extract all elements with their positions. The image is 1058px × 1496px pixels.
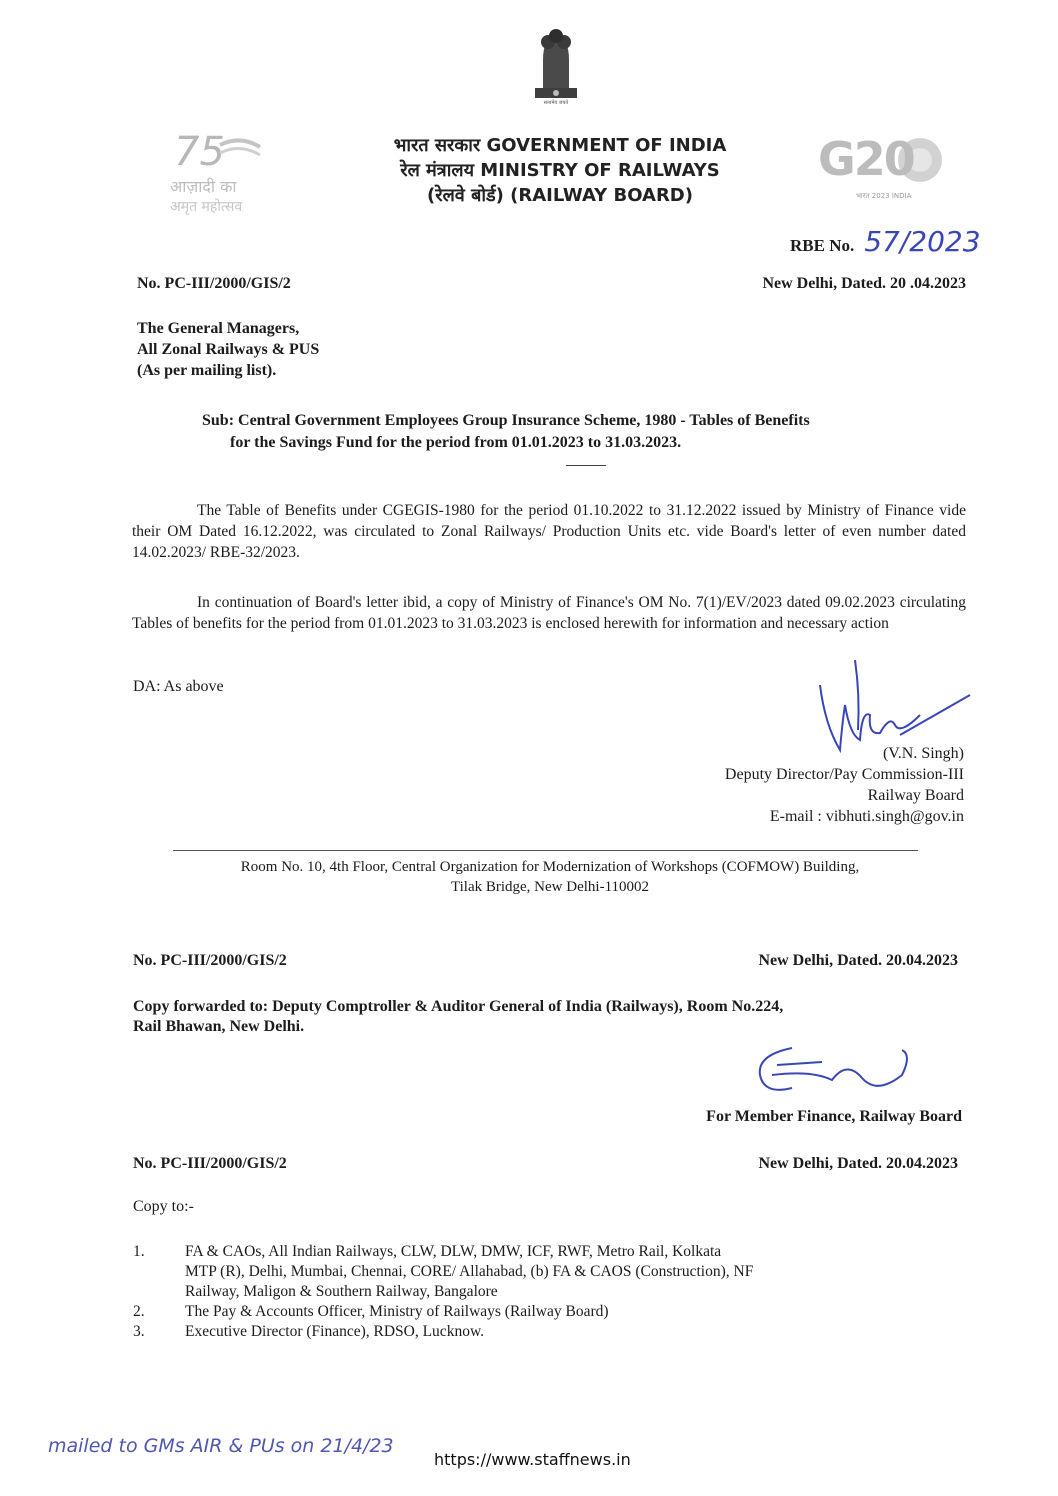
handwritten-note: mailed to GMs AIR & PUs on 21/4/23 bbox=[48, 1435, 394, 1457]
paragraph-1-text: The Table of Benefits under CGEGIS-1980 for the period 01.10.2022 to 31.12.2022 issued by Ministry of Finance vide their OM Dated 16.12.2022, was circulated to Zonal Railways/ Production Units etc. vide Board's letter of even number dated 14.02.2023/ RBE-32/2023. bbox=[132, 502, 966, 561]
watermark-url[interactable]: https://www.staffnews.in bbox=[434, 1450, 631, 1469]
copy1-date: New Delhi, Dated. 20.04.2023 bbox=[758, 952, 958, 969]
header-line3: (रेलवे बोर्ड) (RAILWAY BOARD) bbox=[427, 185, 693, 206]
addressee-line: (As per mailing list). bbox=[137, 362, 277, 379]
g20-text: G20 bbox=[818, 132, 914, 186]
signature-member-finance bbox=[752, 1040, 927, 1100]
logo-left-line2: अमृत महोत्सव bbox=[170, 199, 243, 215]
subject-line2: for the Savings Fund for the period from 01.01.2023 to 31.03.2023. bbox=[230, 434, 682, 451]
address-line1: Room No. 10, 4th Floor, Central Organization for Modernization of Workshops (COFMOW) Building, bbox=[240, 859, 860, 875]
list-item-line: FA & CAOs, All Indian Railways, CLW, DLW, DMW, ICF, RWF, Metro Rail, Kolkata bbox=[185, 1243, 722, 1260]
g20-caption: भारत 2023 INDIA bbox=[856, 192, 912, 200]
signatory-name: (V.N. Singh) bbox=[882, 745, 964, 762]
list-item-number: 3. bbox=[133, 1323, 145, 1340]
copy1-text: Deputy Comptroller & Auditor General of India (Railways), Room No.224, bbox=[272, 998, 784, 1015]
office-address bbox=[120, 857, 980, 897]
list-item-number: 1. bbox=[133, 1243, 145, 1260]
copy1-sign-for: For Member Finance, Railway Board bbox=[706, 1108, 962, 1125]
logo-75-icon bbox=[160, 125, 280, 170]
azadi-ka-amrit-mahotsav-logo bbox=[160, 125, 280, 215]
copy2-number: No. PC-III/2000/GIS/2 bbox=[133, 1155, 287, 1172]
addressee bbox=[137, 318, 319, 381]
header-line2: रेल मंत्रालय MINISTRY OF RAILWAYS bbox=[400, 160, 720, 181]
list-item-line: The Pay & Accounts Officer, Ministry of Railways (Railway Board) bbox=[185, 1303, 609, 1320]
copy2-list bbox=[133, 1242, 953, 1342]
signatory-email: E-mail : vibhuti.singh@gov.in bbox=[769, 808, 964, 825]
address-divider bbox=[173, 850, 918, 851]
addressee-line: The General Managers, bbox=[137, 320, 300, 337]
paragraph-2 bbox=[132, 592, 966, 634]
list-item bbox=[133, 1302, 953, 1322]
list-item-line: MTP (R), Delhi, Mumbai, Chennai, CORE/ Allahabad, (b) FA & CAOS (Construction), NF bbox=[185, 1263, 754, 1280]
copy1-label: Copy forwarded to: bbox=[133, 998, 269, 1015]
emblem-icon bbox=[521, 20, 591, 110]
rbe-number: 57/2023 bbox=[864, 225, 981, 258]
svg-text:75: 75 bbox=[174, 129, 225, 170]
g20-logo bbox=[818, 130, 948, 210]
signature-icon bbox=[752, 1040, 927, 1100]
signatory-office: Railway Board bbox=[867, 787, 964, 804]
list-item bbox=[133, 1242, 953, 1302]
rbe-block bbox=[790, 225, 1010, 258]
copy2-date: New Delhi, Dated. 20.04.2023 bbox=[758, 1155, 958, 1172]
ref-number: No. PC-III/2000/GIS/2 bbox=[137, 275, 291, 292]
list-item-number: 2. bbox=[133, 1303, 145, 1320]
list-item bbox=[133, 1322, 953, 1342]
subject-underline bbox=[566, 465, 606, 466]
addressee-line: All Zonal Railways & PUS bbox=[137, 341, 320, 358]
header-line1: भारत सरकार GOVERNMENT OF INDIA bbox=[393, 135, 727, 156]
address-line2: Tilak Bridge, New Delhi-110002 bbox=[450, 879, 650, 895]
ref-date: New Delhi, Dated. 20 .04.2023 bbox=[762, 275, 966, 292]
emblem-caption: सत्यमेव जयते bbox=[543, 100, 569, 106]
logo-left-line1: आज़ादी का bbox=[170, 177, 237, 196]
subject-line1: Sub: Central Government Employees Group Insurance Scheme, 1980 - Tables of Benefits bbox=[202, 412, 810, 429]
list-item-line: Executive Director (Finance), RDSO, Lucknow. bbox=[185, 1323, 485, 1340]
copy1-number: No. PC-III/2000/GIS/2 bbox=[133, 952, 287, 969]
copy1-line1 bbox=[133, 997, 953, 1017]
copy2-label: Copy to:- bbox=[133, 1198, 194, 1215]
paragraph-2-text: In continuation of Board's letter ibid, a copy of Ministry of Finance's OM No. 7(1)/EV/2023 dated 09.02.2023 circulating Tables of benefits for the period from 01.01.2023 to 31.03.2023 is enclosed herewith for information and necessary action bbox=[132, 594, 966, 632]
signatory-designation: Deputy Director/Pay Commission-III bbox=[724, 766, 964, 783]
copy1-forward bbox=[133, 997, 953, 1037]
state-emblem bbox=[521, 20, 591, 110]
list-item-line: Railway, Maligon & Southern Railway, Bangalore bbox=[185, 1283, 498, 1300]
signatory bbox=[560, 743, 964, 827]
rbe-label: RBE No. bbox=[790, 236, 855, 255]
copy1-line2: Rail Bhawan, New Delhi. bbox=[133, 1018, 305, 1035]
paragraph-1 bbox=[132, 500, 966, 563]
enclosure: DA: As above bbox=[133, 678, 224, 695]
